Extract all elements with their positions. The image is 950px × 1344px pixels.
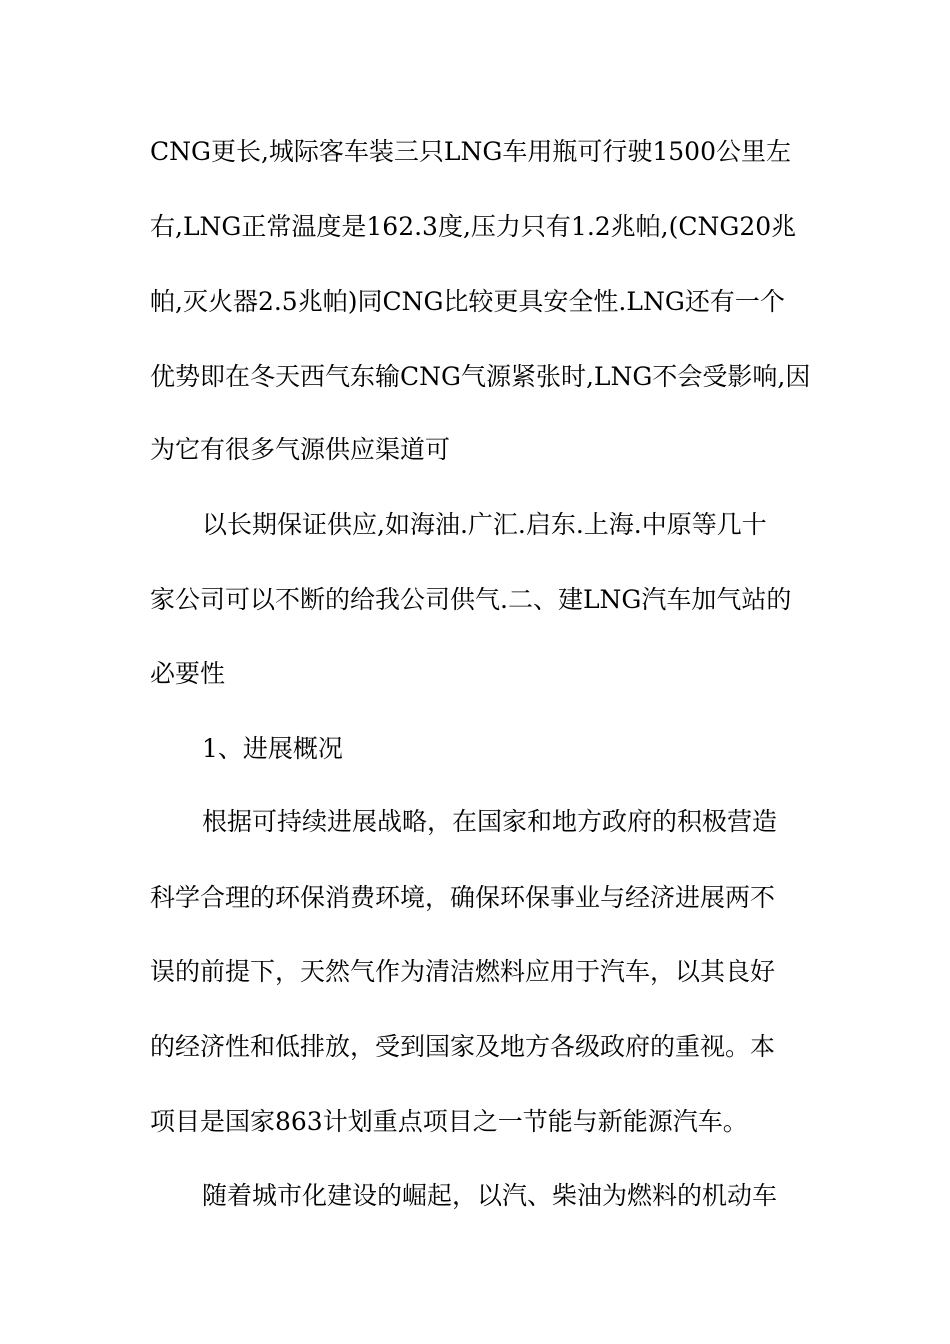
text-line: CNG更长,城际客车装三只LNG车用瓶可行驶1500公里左 [150,137,791,166]
text-line: 为它有很多气源供应渠道可 [150,435,451,464]
text-line: 误的前提下，天然气作为清洁燃料应用于汽车，以其良好 [150,957,776,986]
text-line: 根据可持续进展战略，在国家和地方政府的积极营造 [202,807,778,836]
text-line: 以长期保证供应,如海油.广汇.启东.上海.中原等几十 [202,510,767,539]
text-line: 优势即在冬天西气东输CNG气源紧张时,LNG不会受影响,因 [150,362,810,391]
text-line: 的经济性和低排放，受到国家及地方各级政府的重视。本 [150,1032,776,1061]
text-line: 项目是国家863计划重点项目之一节能与新能源汽车。 [150,1107,748,1136]
text-line: 科学合理的环保消费环境，确保环保事业与经济进展两不 [150,883,776,912]
text-line: 随着城市化建设的崛起，以汽、柴油为燃料的机动车 [202,1181,778,1210]
text-line: 必要性 [150,659,226,688]
text-line: 家公司可以不断的给我公司供气.二、建LNG汽车加气站的 [150,585,792,614]
section-heading: 1、进展概况 [202,734,343,763]
text-line: 右,LNG正常温度是162.3度,压力只有1.2兆帕,(CNG20兆 [150,212,797,241]
text-line: 帕,灭火器2.5兆帕)同CNG比较更具安全性.LNG还有一个 [150,287,785,316]
